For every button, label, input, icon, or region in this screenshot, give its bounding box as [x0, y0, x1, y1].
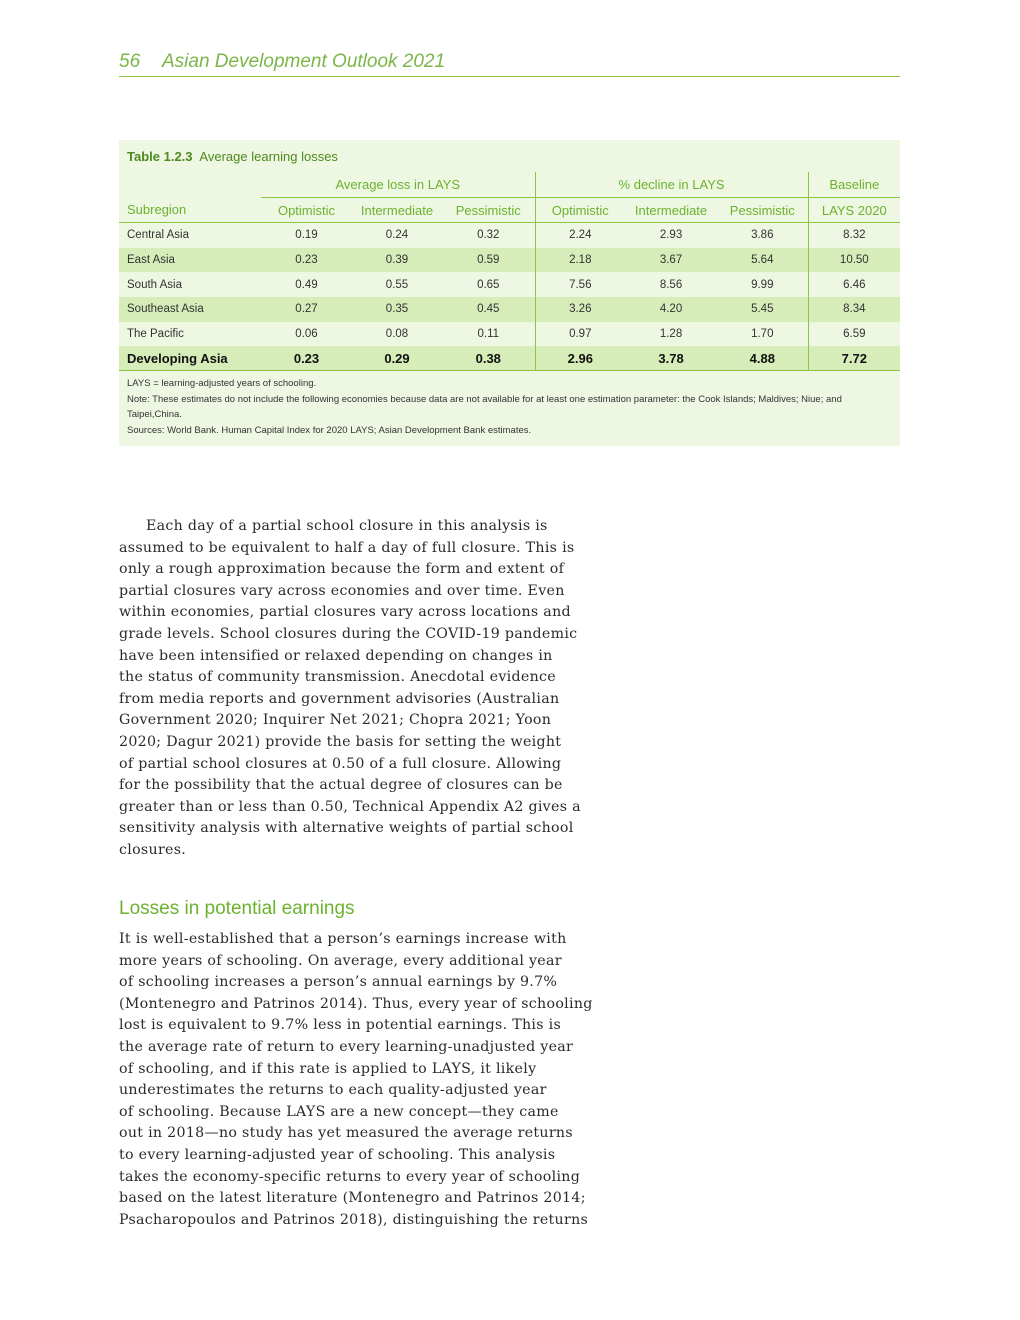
table-row: [119, 297, 900, 322]
value-cell: 0.45: [442, 297, 535, 322]
value-cell: 7.72: [808, 346, 900, 371]
value-cell: 2.93: [659, 229, 683, 242]
value-cell: 9.99: [751, 278, 774, 291]
table-label: Table 1.2.3: [127, 149, 193, 164]
subregion-cell: The Pacific: [127, 328, 184, 341]
value-cell: 3.26: [535, 297, 625, 322]
table-note: Note: These estimates do not include the following economies because data are not available for at least one estimation parameter: the Cook Islands; Maldives; Niue; and Taipei,China.: [127, 394, 842, 420]
text-line: within economies, partial closures vary across locations and: [119, 604, 571, 621]
value-cell: 2.18: [535, 248, 625, 273]
column-header: LAYS 2020: [808, 198, 900, 223]
value-cell: 0.06: [295, 328, 318, 341]
table-row: [119, 322, 900, 347]
text-line: the status of community transmission. Anecdotal evidence: [119, 669, 556, 686]
group-header: Average loss in LAYS: [261, 172, 535, 198]
text-line: sensitivity analysis with alternative weights of partial school: [119, 820, 574, 837]
text-line: only a rough approximation because the form and extent of: [119, 561, 565, 578]
value-cell: 1.70: [751, 328, 774, 341]
text-line: underestimates the returns to each quality-adjusted year: [119, 1082, 547, 1099]
value-cell: 0.32: [477, 229, 500, 242]
value-cell: 6.46: [808, 272, 900, 297]
table-row: [119, 248, 900, 273]
subregion-cell: Central Asia: [127, 229, 190, 242]
text-line: of schooling, and if this rate is applied to LAYS, it likely: [119, 1060, 537, 1077]
value-cell: 0.24: [385, 229, 409, 242]
text-line: out in 2018—no study has yet measured the average returns: [119, 1125, 573, 1142]
value-cell: 0.39: [352, 248, 442, 273]
value-cell: 0.29: [352, 346, 442, 371]
value-cell: 0.35: [352, 297, 442, 322]
column-header: Optimistic: [261, 198, 352, 223]
table-note: LAYS = learning-adjusted years of schooling.: [127, 378, 317, 389]
value-cell: 0.23: [261, 346, 352, 371]
value-cell: 6.59: [808, 322, 900, 347]
value-cell: 0.38: [442, 346, 535, 371]
value-cell: 2.24: [535, 223, 625, 248]
value-cell: 8.34: [808, 297, 900, 322]
value-cell: 0.11: [477, 328, 500, 341]
running-header: [119, 50, 900, 77]
text-line: Psacharopoulos and Patrinos 2018), distinguishing the returns: [119, 1211, 589, 1228]
table-note: Sources: World Bank. Human Capital Index for 2020 LAYS; Asian Development Bank estimates.: [127, 425, 532, 436]
value-cell: 0.97: [535, 322, 625, 347]
body-paragraph-closures: [119, 516, 589, 862]
text-line: of schooling increases a person’s annual earnings by 9.7%: [119, 974, 558, 991]
value-cell: 5.64: [717, 248, 808, 273]
text-line: lost is equivalent to 9.7% less in potential earnings. This is: [119, 1017, 562, 1034]
value-cell: 0.23: [261, 248, 352, 273]
table-body: [119, 223, 900, 371]
group-header: % decline in LAYS: [535, 172, 808, 198]
value-cell: 4.20: [625, 297, 717, 322]
table-row: [119, 272, 900, 297]
text-line: for the possibility that the actual degree of closures can be: [119, 777, 563, 794]
text-line: It is well-established that a person’s earnings increase with: [119, 931, 567, 947]
value-cell: 0.65: [477, 278, 500, 291]
text-line: takes the economy-specific returns to every year of schooling: [119, 1168, 581, 1185]
text-line: based on the latest literature (Montenegro and Patrinos 2014;: [119, 1190, 586, 1207]
page-number: 56: [119, 51, 141, 72]
subregion-cell: East Asia: [119, 248, 261, 273]
value-cell: 3.86: [751, 229, 774, 242]
column-header: Intermediate: [352, 198, 442, 223]
value-cell: 8.32: [808, 223, 900, 248]
table-title: Average learning losses: [199, 149, 338, 164]
value-cell: 0.55: [385, 278, 409, 291]
text-line: from media reports and government advisories (Australian: [119, 690, 560, 707]
subregion-cell: South Asia: [127, 278, 182, 291]
value-cell: 0.08: [385, 328, 409, 341]
text-line: of partial school closures at 0.50 of a full closure. Allowing: [119, 755, 562, 772]
value-cell: 1.28: [659, 328, 683, 341]
text-line: grade levels. School closures during the COVID-19 pandemic: [119, 625, 578, 642]
learning-losses-table: [119, 140, 900, 446]
text-line: more years of schooling. On average, every additional year: [119, 952, 562, 969]
text-line: 2020; Dagur 2021) provide the basis for setting the weight: [119, 733, 562, 750]
text-line: partial closures vary across economies and over time. Even: [119, 582, 565, 599]
column-header: Pessimistic: [442, 198, 535, 223]
table-row: [119, 223, 900, 248]
text-line: of schooling. Because LAYS are a new concept—they came: [119, 1103, 559, 1120]
text-line: Each day of a partial school closure in this analysis is: [146, 518, 548, 534]
text-line: have been intensified or relaxed depending on changes in: [119, 647, 553, 664]
value-cell: 7.56: [535, 272, 625, 297]
value-cell: 0.59: [442, 248, 535, 273]
value-cell: 3.67: [625, 248, 717, 273]
value-cell: 3.78: [625, 346, 717, 371]
column-header: Optimistic: [535, 198, 625, 223]
text-line: closures.: [119, 841, 187, 858]
table-notes: [127, 376, 877, 439]
value-cell: 0.19: [295, 229, 318, 242]
value-cell: 4.88: [717, 346, 808, 371]
column-header: Subregion: [119, 198, 261, 223]
publication-title: Asian Development Outlook 2021: [162, 51, 446, 72]
section-heading: Losses in potential earnings: [119, 898, 355, 919]
group-header-row: [119, 172, 900, 198]
value-cell: 10.50: [808, 248, 900, 273]
text-line: to every learning-adjusted year of schooling. This analysis: [119, 1146, 556, 1163]
column-header: Intermediate: [625, 198, 717, 223]
group-header: Baseline: [808, 172, 900, 198]
value-cell: 0.49: [295, 278, 318, 291]
value-cell: 8.56: [659, 278, 683, 291]
data-table: [119, 172, 900, 371]
table-caption: [127, 149, 338, 164]
value-cell: 2.96: [535, 346, 625, 371]
value-cell: 0.27: [261, 297, 352, 322]
value-cell: 5.45: [717, 297, 808, 322]
text-line: greater than or less than 0.50, Technical Appendix A2 gives a: [119, 798, 581, 815]
total-row: [119, 346, 900, 371]
text-line: assumed to be equivalent to half a day of full closure. This is: [119, 539, 575, 556]
text-line: the average rate of return to every learning-unadjusted year: [119, 1038, 574, 1055]
text-line: Government 2020; Inquirer Net 2021; Chopra 2021; Yoon: [119, 712, 552, 729]
subregion-cell: Southeast Asia: [119, 297, 261, 322]
column-header-row: [119, 198, 900, 223]
subregion-cell: Developing Asia: [119, 346, 261, 371]
column-header: Pessimistic: [717, 198, 808, 223]
text-line: (Montenegro and Patrinos 2014). Thus, every year of schooling: [119, 995, 593, 1012]
body-paragraph-earnings: [119, 929, 593, 1231]
